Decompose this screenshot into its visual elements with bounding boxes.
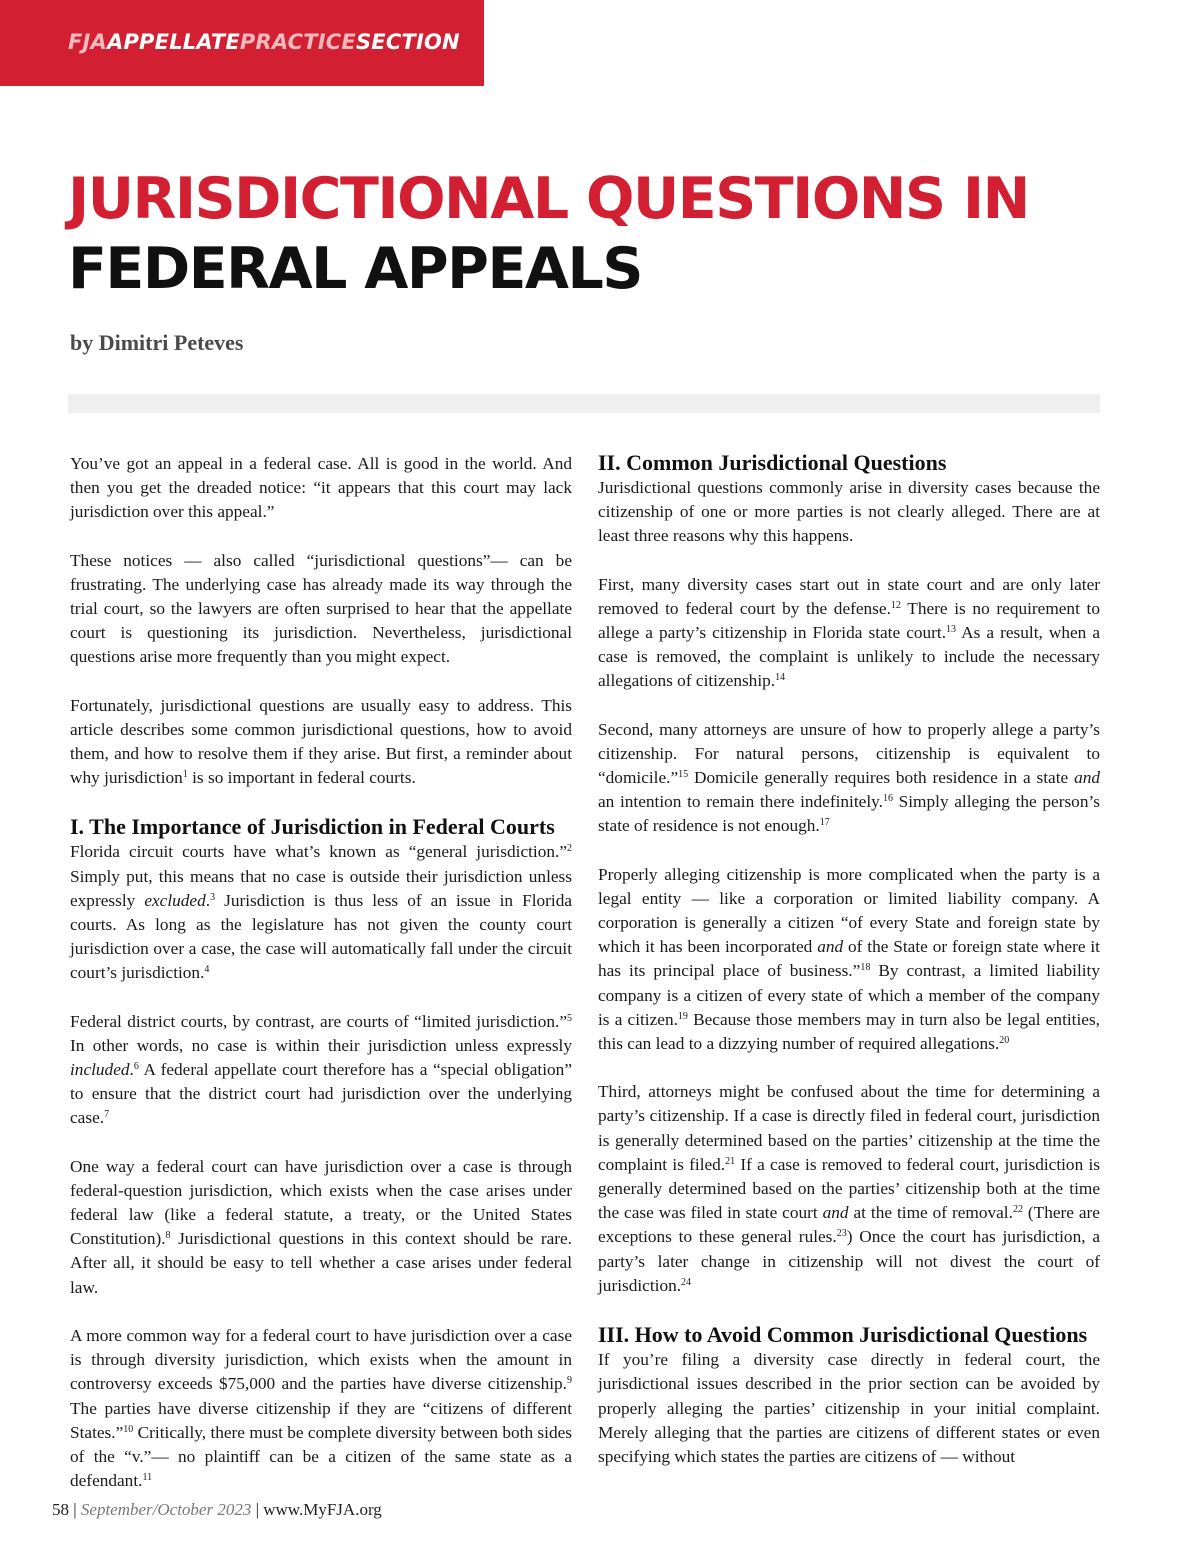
paragraph: Florida circuit courts have what’s known as “general jurisdiction.”$^2$ Simply put, this means that no case is outside their jurisdiction unless expressly excluded.$^3$ Jurisdiction is thus less of an issue in Florida courts. As long as the legislature has not given the county court jurisdiction over a case, the case will automatically fall under the circuit court’s jurisdiction.$^4$ xyxy=(70,842,572,983)
section-label-fja: FJA xyxy=(68,30,108,54)
paragraph: Federal district courts, by contrast, are courts of “limited jurisdiction.”$^5$ In other words, no case is within their jurisdiction unless expressly included.$^6$ A federal appellate court therefore has a “special obligation” to ensure that the district court had jurisdiction over the underlying case.$^7$ xyxy=(70,1011,572,1128)
footnote-ref[interactable]: 19 xyxy=(677,1010,688,1022)
section-label-section: SECTION xyxy=(355,30,460,54)
footnote-ref[interactable]: 16 xyxy=(882,793,893,805)
footnote-ref[interactable]: 22 xyxy=(1012,1204,1023,1216)
footnote-ref[interactable]: 3 xyxy=(210,891,216,903)
article-title xyxy=(68,164,1029,304)
footnote-ref[interactable]: 8 xyxy=(165,1230,171,1242)
byline: by Dimitri Peteves xyxy=(70,330,244,355)
page-number: 58 xyxy=(52,1500,69,1519)
footnote-ref[interactable]: 23 xyxy=(836,1228,847,1240)
section-heading-1: I. The Importance of Jurisdiction in Federal Courts xyxy=(70,814,555,840)
article-title-line-1: JURISDICTIONAL QUESTIONS IN xyxy=(68,166,1029,232)
paragraph: One way a federal court can have jurisdiction over a case is through federal-question jurisdiction, which exists when the case arises under federal law (like a federal statute, a treaty, or the United States Constitution).$^8$ Jurisdictional questions in this context should be rare. After all, it should be easy to tell whether a case arises under federal law. xyxy=(70,1156,572,1297)
divider-bar xyxy=(68,394,1100,413)
footnote-ref[interactable]: 7 xyxy=(104,1109,110,1121)
paragraph: First, many diversity cases start out in state court and are only later removed to federal court by the defense.$^{12}$ There is no requirement to allege a party’s citizenship in Florida state court.$^{13}$ As a result, when a case is removed, the complaint is unlikely to include the necessary allegations of citizenship.$^{14}$ xyxy=(598,574,1101,691)
footnote-ref[interactable]: 21 xyxy=(725,1155,736,1167)
paragraph: Third, attorneys might be confused about the time for determining a party’s citizenship. If a case is directly filed in federal court, jurisdiction is generally determined based on the parties’ citizenship at the time the complaint is filed.$^{21}$ If a case is removed to federal court, jurisdiction is generally determined based on the parties’ citizenship both at the time the case was filed in state court and at the time of removal.$^{22}$ (There are exceptions to these general rules.$^{23}$) Once the court has jurisdiction, a party’s later change in citizenship will not divest the court of jurisdiction.$^{24}$ xyxy=(598,1082,1100,1295)
paragraph: If you’re filing a diversity case directly in federal court, the jurisdictional issues described in the prior section can be avoided by properly alleging the parties’ citizenship in your initial complaint. Merely alleging that the parties are citizens of different states or even specifying which states the parties are citizens of — without xyxy=(598,1350,1100,1466)
issue-date: September/October 2023 xyxy=(80,1500,252,1519)
section-heading-3: III. How to Avoid Common Jurisdictional Questions xyxy=(598,1322,1088,1348)
paragraph: These notices — also called “jurisdictional questions”— can be frustrating. The underlying case has already made its way through the trial court, so the lawyers are often surprised to hear that the appellate court is questioning its jurisdiction. Nevertheless, jurisdictional questions arise more frequently than you might expect. xyxy=(70,550,572,667)
paragraph: A more common way for a federal court to have jurisdiction over a case is through diversity jurisdiction, which exists when the amount in controversy exceeds $75,000 and the parties have diverse citizenship.$^9$ The parties have diverse citizenship if they are “citizens of different States.”$^{10}$ Critically, there must be complete diversity between both sides of the “v.”— no plaintiff can be a citizen of the same state as a defendant.$^{11}$ xyxy=(70,1325,572,1491)
footnote-ref[interactable]: 2 xyxy=(567,843,572,855)
paragraph: Fortunately, jurisdictional questions are usually easy to address. This article describes some common jurisdictional questions, how to avoid them, and how to resolve them if they arise. But first, a reminder about why jurisdiction$^1$ is so important in federal courts. xyxy=(70,695,572,788)
website-link[interactable]: www.MyFJA.org xyxy=(263,1500,382,1519)
footnote-ref[interactable]: 1 xyxy=(182,769,188,781)
footnote-ref[interactable]: 14 xyxy=(775,672,786,684)
section-label-practice: PRACTICE xyxy=(239,30,356,54)
paragraph: Jurisdictional questions commonly arise in diversity cases because the citizenship of one or more parties is not clearly alleged. There are at least three reasons why this happens. xyxy=(598,478,1100,546)
footnote-ref[interactable]: 12 xyxy=(890,599,901,611)
footnote-ref[interactable]: 4 xyxy=(204,964,210,976)
footnote-ref[interactable]: 20 xyxy=(999,1035,1010,1047)
footnote-ref[interactable]: 17 xyxy=(819,817,830,829)
footnote-ref[interactable]: 15 xyxy=(678,769,689,781)
footnote-ref[interactable]: 11 xyxy=(142,1472,153,1484)
right-column xyxy=(598,452,1100,1493)
footnote-ref[interactable]: 24 xyxy=(681,1276,692,1288)
section-banner xyxy=(0,0,484,86)
section-label-appellate: APPELLATE xyxy=(107,30,240,54)
section-heading-2: II. Common Jurisdictional Questions xyxy=(598,450,947,475)
footnote-ref[interactable]: 9 xyxy=(567,1375,572,1387)
section-label xyxy=(68,30,460,54)
left-column xyxy=(70,452,572,1517)
article-title-line-2: FEDERAL APPEALS xyxy=(68,236,642,302)
paragraph: You’ve got an appeal in a federal case. All is good in the world. And then you get the dreaded notice: “it appears that this court may lack jurisdiction over this appeal.” xyxy=(70,454,572,522)
footnote-ref[interactable]: 18 xyxy=(860,962,871,974)
footnote-ref[interactable]: 13 xyxy=(946,624,957,636)
footnote-ref[interactable]: 10 xyxy=(123,1423,134,1435)
paragraph: Properly alleging citizenship is more complicated when the party is a legal entity — like a corporation or limited liability company. A corporation is generally a citizen “of every State and foreign state by which it has been incorporated and of the State or foreign state where it has its principal place of business.”$^{18}$ By contrast, a limited liability company is a citizen of every state of which a member of the company is a citizen.$^{19}$ Because those members may in turn also be legal entities, this can lead to a dizzying number of required allegations.$^{20}$ xyxy=(598,864,1101,1054)
page-footer: 58 | September/October 2023 | www.MyFJA.org xyxy=(52,1500,382,1519)
footnote-ref[interactable]: 5 xyxy=(567,1012,572,1024)
footnote-ref[interactable]: 6 xyxy=(133,1061,139,1073)
paragraph: Second, many attorneys are unsure of how to properly allege a party’s citizenship. For natural persons, citizenship is equivalent to “domicile.”$^{15}$ Domicile generally requires both residence in a state and an intention to remain there indefinitely.$^{16}$ Simply alleging the person’s state of residence is not enough.$^{17}$ xyxy=(598,719,1100,836)
